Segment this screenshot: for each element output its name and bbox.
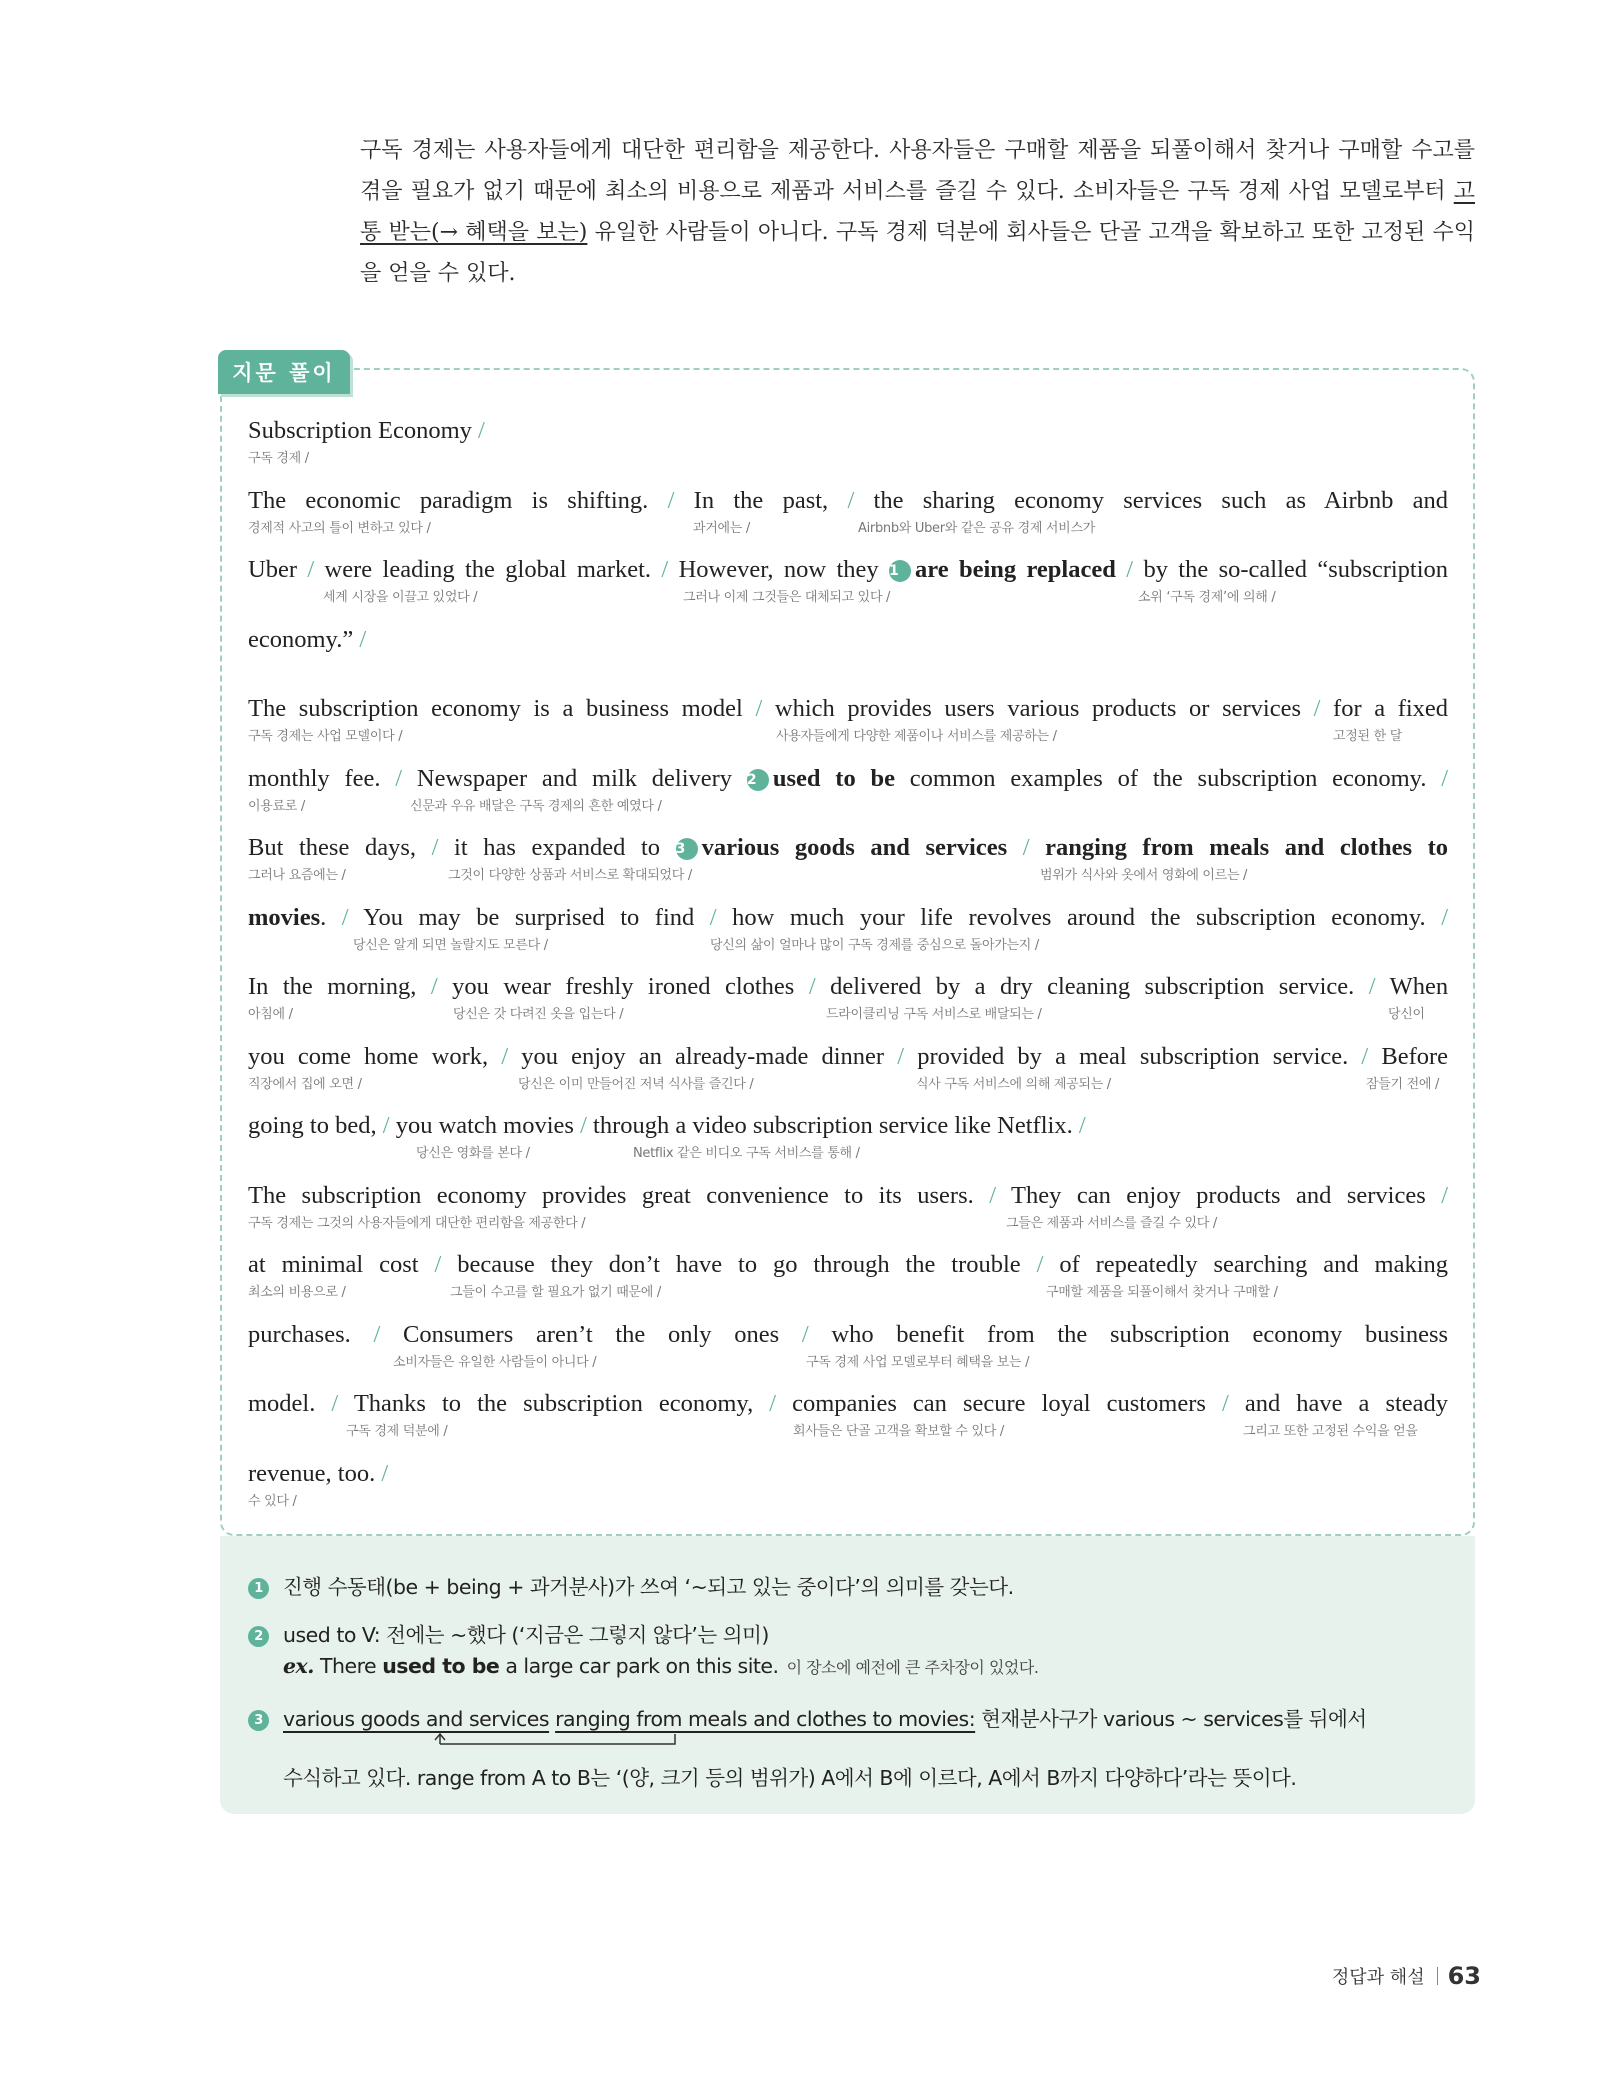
- korean-gloss: 구매할 제품을 되풀이해서 찾거나 구매할 /: [1046, 1285, 1278, 1300]
- korean-gloss: 구독 경제 /: [248, 451, 309, 466]
- note-marker-1: 1: [889, 560, 911, 582]
- korean-gloss: 당신의 삶이 얼마나 많이 구독 경제를 중심으로 돌아가는지 /: [710, 937, 1039, 953]
- section-tab: 지문 풀이: [218, 350, 350, 394]
- passage-line: [248, 971, 1448, 1041]
- korean-gloss: 당신은 이미 만들어진 저녁 식사를 즐긴다 /: [518, 1076, 754, 1092]
- english-line: you come home work, / you enjoy an already-made dinner / provided by a meal subscription service. / Before: [248, 1042, 1449, 1070]
- intro-text: [360, 130, 1475, 294]
- passage-line: [248, 1388, 1448, 1458]
- passage-line: [248, 554, 1448, 624]
- english-line: The subscription economy is a business model / which provides users various products or services / for a fixed: [248, 695, 1449, 722]
- note-2-example: ex. There used to be a large car park on this site. 이 장소에 예전에 큰 주차장이 있었다.: [283, 1654, 1039, 1678]
- note-marker-2: 2: [747, 769, 769, 791]
- english-line: model. / Thanks to the subscription economy, / companies can secure loyal customers / and have a steady: [248, 1390, 1449, 1417]
- note-number-2: 2: [248, 1626, 269, 1647]
- korean-gloss: 그것이 다양한 상품과 서비스로 확대되었다 /: [448, 868, 692, 883]
- passage-line: [248, 693, 1448, 763]
- korean-gloss: 그들이 수고를 할 필요가 없기 때문에 /: [450, 1285, 661, 1300]
- korean-gloss: 당신은 갓 다려진 옷을 입는다 /: [453, 1007, 624, 1022]
- grammar-notes: [220, 1536, 1475, 1814]
- note-3-head-phrase: various goods and services: [283, 1707, 550, 1731]
- korean-gloss: 소위 ‘구독 경제’에 의해 /: [1138, 590, 1276, 605]
- korean-gloss: 아침에 /: [248, 1007, 293, 1022]
- passage-line: [248, 1041, 1448, 1111]
- korean-gloss: Airbnb와 Uber와 같은 공유 경제 서비스가: [858, 520, 1095, 536]
- korean-gloss: 구독 경제 사업 모델로부터 혜택을 보는 /: [806, 1354, 1030, 1370]
- english-line: economy.” /: [248, 625, 367, 653]
- korean-gloss: 고정된 한 달: [1333, 729, 1402, 744]
- note-1: 1 진행 수동태(be + being + 과거분사)가 쓰여 ‘~되고 있는 중이다’의 의미를 갖는다.: [248, 1570, 1014, 1600]
- korean-gloss: 직장에서 집에 오면 /: [248, 1076, 362, 1092]
- note-marker-3: 3: [676, 838, 698, 860]
- english-line: In the morning, / you wear freshly ironed clothes / delivered by a dry cleaning subscription service. / When: [248, 973, 1449, 1000]
- english-line: The economic paradigm is shifting. / In the past, / the sharing economy services such as Airbnb and: [248, 486, 1449, 514]
- english-line: movies. / You may be surprised to find / how much your life revolves around the subscription economy. /: [248, 903, 1448, 931]
- korean-gloss: 세계 시장을 이끌고 있었다 /: [323, 590, 478, 605]
- korean-gloss: 식사 구독 서비스에 의해 제공되는 /: [916, 1076, 1111, 1092]
- page-number: 63: [1447, 1962, 1481, 1990]
- korean-gloss: 구독 경제 덕분에 /: [346, 1424, 448, 1439]
- passage-line: [248, 902, 1448, 972]
- passage-line: [248, 1249, 1448, 1319]
- footer-label: 정답과 해설: [1331, 1967, 1425, 1988]
- korean-gloss: 그러나 이제 그것들은 대체되고 있다 /: [683, 590, 891, 605]
- passage-line: [248, 763, 1448, 833]
- note-number-3: 3: [248, 1710, 269, 1731]
- note-number-1: 1: [248, 1578, 269, 1599]
- korean-gloss: 당신은 알게 되면 놀랄지도 모른다 /: [353, 937, 548, 953]
- korean-gloss: 잠들기 전에 /: [1366, 1076, 1440, 1092]
- english-line: monthly fee. / Newspaper and milk delivery 2 used to be common examples of the subscription economy. /: [248, 764, 1449, 792]
- korean-gloss: 과거에는 /: [693, 520, 750, 536]
- english-line: The subscription economy provides great convenience to its users. / They can enjoy products and services /: [248, 1181, 1448, 1209]
- korean-gloss: 경제적 사고의 틀이 변하고 있다 /: [248, 520, 431, 536]
- korean-gloss: 사용자들에게 다양한 제품이나 서비스를 제공하는 /: [776, 729, 1057, 744]
- korean-gloss: Netflix 같은 비디오 구독 서비스를 통해 /: [633, 1146, 860, 1161]
- passage-line: [248, 1458, 1448, 1528]
- footer-divider: [1437, 1967, 1438, 1985]
- passage-line: [248, 415, 1448, 485]
- english-line: going to bed, / you watch movies / through a video subscription service like Netflix. /: [248, 1112, 1086, 1139]
- korean-gloss: 신문과 우유 배달은 구독 경제의 흔한 예였다 /: [410, 798, 662, 814]
- korean-gloss: 그들은 제품과 서비스를 즐길 수 있다 /: [1006, 1215, 1217, 1231]
- note-3-continued: 수식하고 있다. range from A to B는 ‘(양, 크기 등의 범위가) A에서 B에 이르다, A에서 B까지 다양하다’라는 뜻이다.: [283, 1766, 1297, 1790]
- korean-gloss: 소비자들은 유일한 사람들이 아니다 /: [393, 1354, 597, 1370]
- intro-line1: 구독 경제는 사용자들에게 대단한 편리함을 제공한다. 사용자들은 구매할 제품을 되풀이해서 찾거나 구매할 수고를 겪을 필요가 없기 때문에 최소의 비용으로 제품과 서비스를 즐길 수 있다. 소비자들은 구독 경제 사업 모델로부터: [360, 138, 1475, 204]
- english-line: purchases. / Consumers aren’t the only ones / who benefit from the subscription economy business: [248, 1320, 1449, 1348]
- english-line: at minimal cost / because they don’t have to go through the trouble / of repeatedly searching and making: [248, 1251, 1449, 1278]
- passage-line: [248, 1110, 1448, 1180]
- korean-gloss: 당신이: [1388, 1007, 1425, 1022]
- korean-gloss: 회사들은 단골 고객을 확보할 수 있다 /: [793, 1424, 1004, 1439]
- korean-gloss: 그러나 요즘에는 /: [248, 868, 346, 883]
- passage-line: [248, 832, 1448, 902]
- passage-line: [248, 1319, 1448, 1389]
- page-footer: [1332, 1962, 1481, 1990]
- korean-gloss: 수 있다 /: [248, 1493, 297, 1509]
- intro-underlined: 고통 받는(→ 혜택을 보는): [360, 179, 1475, 245]
- korean-gloss: 최소의 비용으로 /: [248, 1285, 346, 1300]
- korean-gloss: 드라이클리닝 구독 서비스로 배달되는 /: [826, 1007, 1042, 1022]
- passage: [248, 415, 1448, 1527]
- korean-gloss: 범위가 식사와 옷에서 영화에 이르는 /: [1040, 868, 1248, 883]
- passage-line: [248, 624, 1448, 694]
- korean-gloss: 그리고 또한 고정된 수익을 얻을: [1243, 1424, 1418, 1439]
- english-line: Uber / were leading the global market. / However, now they 1 are being replaced / by the so-called “subscription: [248, 556, 1449, 583]
- english-line: revenue, too. /: [248, 1459, 389, 1487]
- intro-line2: 유일한 사람들이 아니다. 구독 경제 덕분에 회사들은 단골 고객을 확보하고 또한 고정된 수익을 얻을 수 있다.: [360, 220, 1475, 286]
- korean-gloss: 구독 경제는 그것의 사용자들에게 대단한 편리함을 제공한다 /: [248, 1215, 586, 1231]
- note-2: 2 used to V: 전에는 ~했다 (‘지금은 그렇지 않다’는 의미): [248, 1618, 769, 1648]
- korean-gloss: 당신은 영화를 본다 /: [416, 1146, 530, 1161]
- korean-gloss: 이용료로 /: [248, 798, 305, 814]
- note-3-modifier-phrase: ranging from meals and clothes to movies:: [555, 1707, 976, 1731]
- english-line: Subscription Economy /: [248, 417, 485, 444]
- korean-gloss: 구독 경제는 사업 모델이다 /: [248, 729, 403, 744]
- passage-line: [248, 485, 1448, 555]
- intro-paragraph: [360, 130, 1475, 294]
- english-line: But these days, / it has expanded to 3 various goods and services / ranging from meals and clothes to: [248, 834, 1449, 861]
- passage-line: [248, 1180, 1448, 1250]
- note-3: 3 various goods and services ranging from meals and clothes to movies: 현재분사구가 various ~ services를 뒤에서: [248, 1702, 1367, 1732]
